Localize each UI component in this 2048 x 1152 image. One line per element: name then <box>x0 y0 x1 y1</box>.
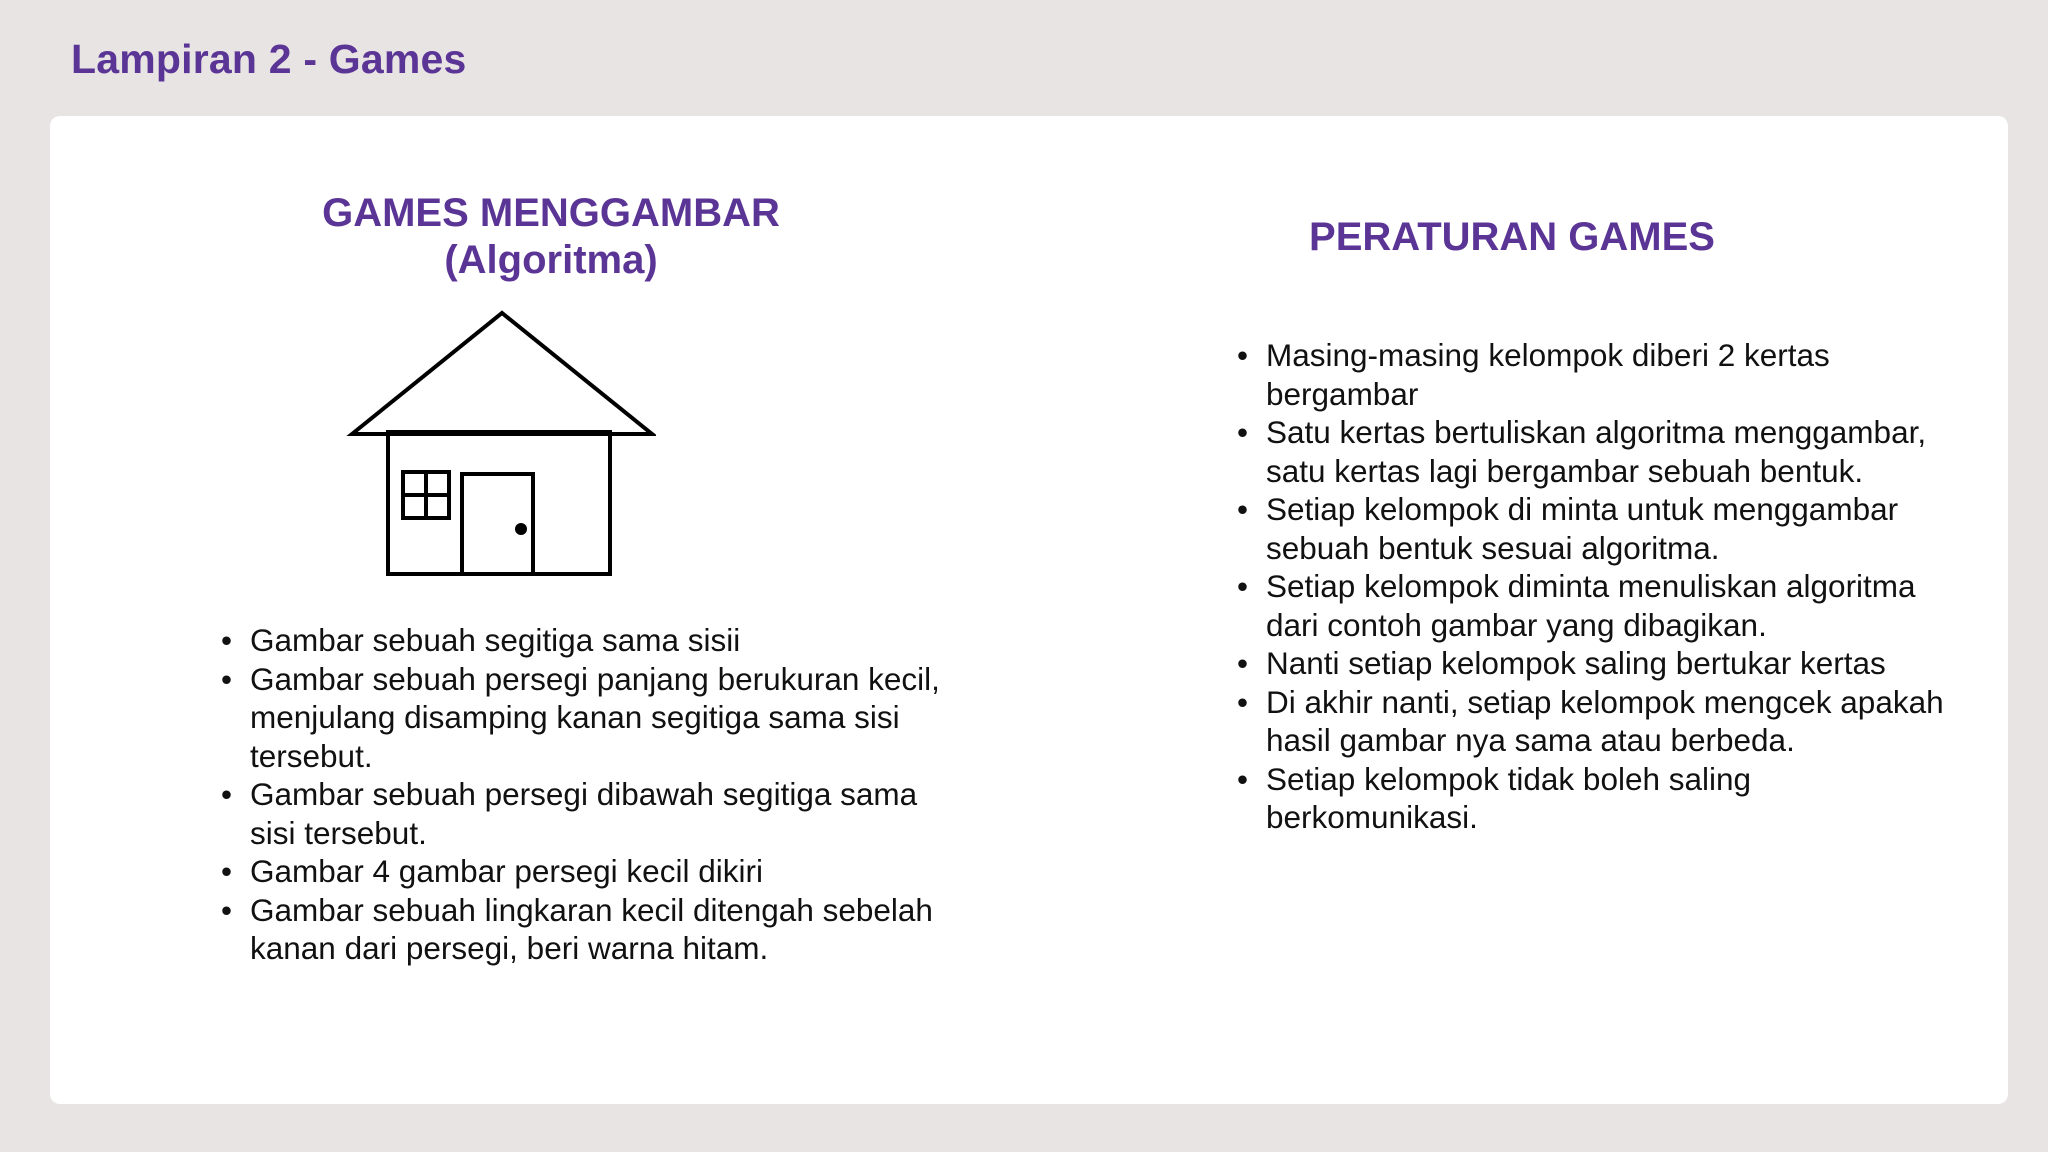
drawing-step-item: • Gambar sebuah segitiga sama sisii <box>221 621 951 660</box>
game-rule-item: • Masing-masing kelompok diberi 2 kertas bergambar <box>1237 336 1957 413</box>
drawing-steps-list <box>221 621 951 968</box>
game-rule-item: • Di akhir nanti, setiap kelompok mengcek apakah hasil gambar nya sama atau berbeda. <box>1237 683 1957 760</box>
house-icon <box>346 310 656 580</box>
game-rule-item: • Setiap kelompok tidak boleh saling berkomunikasi. <box>1237 760 1957 837</box>
game-rule-item: • Setiap kelompok diminta menuliskan algoritma dari contoh gambar yang dibagikan. <box>1237 567 1957 644</box>
content-card <box>50 116 2008 1104</box>
game-rule-item: • Nanti setiap kelompok saling bertukar kertas <box>1237 644 1957 683</box>
drawing-step-item: • Gambar sebuah lingkaran kecil ditengah sebelah kanan dari persegi, beri warna hitam. <box>221 891 951 968</box>
house-roof <box>352 313 652 434</box>
game-rule-item: • Satu kertas bertuliskan algoritma menggambar, satu kertas lagi bergambar sebuah bentuk. <box>1237 413 1957 490</box>
games-menggambar-heading-line1: GAMES MENGGAMBAR <box>322 191 780 235</box>
games-menggambar-heading-line2: (Algoritma) <box>444 238 658 282</box>
page-title: Lampiran 2 - Games <box>71 36 467 82</box>
house-door-knob <box>515 523 527 535</box>
peraturan-games-heading: PERATURAN GAMES <box>1309 215 1715 259</box>
drawing-step-item: • Gambar sebuah persegi panjang berukuran kecil, menjulang disamping kanan segitiga sama sisi tersebut. <box>221 660 951 776</box>
house-wall <box>388 432 610 574</box>
games-menggambar-heading <box>200 190 902 284</box>
drawing-step-item: • Gambar 4 gambar persegi kecil dikiri <box>221 852 951 891</box>
game-rule-item: • Setiap kelompok di minta untuk menggambar sebuah bentuk sesuai algoritma. <box>1237 490 1957 567</box>
game-rules-list <box>1237 336 1957 837</box>
drawing-step-item: • Gambar sebuah persegi dibawah segitiga sama sisi tersebut. <box>221 775 951 852</box>
